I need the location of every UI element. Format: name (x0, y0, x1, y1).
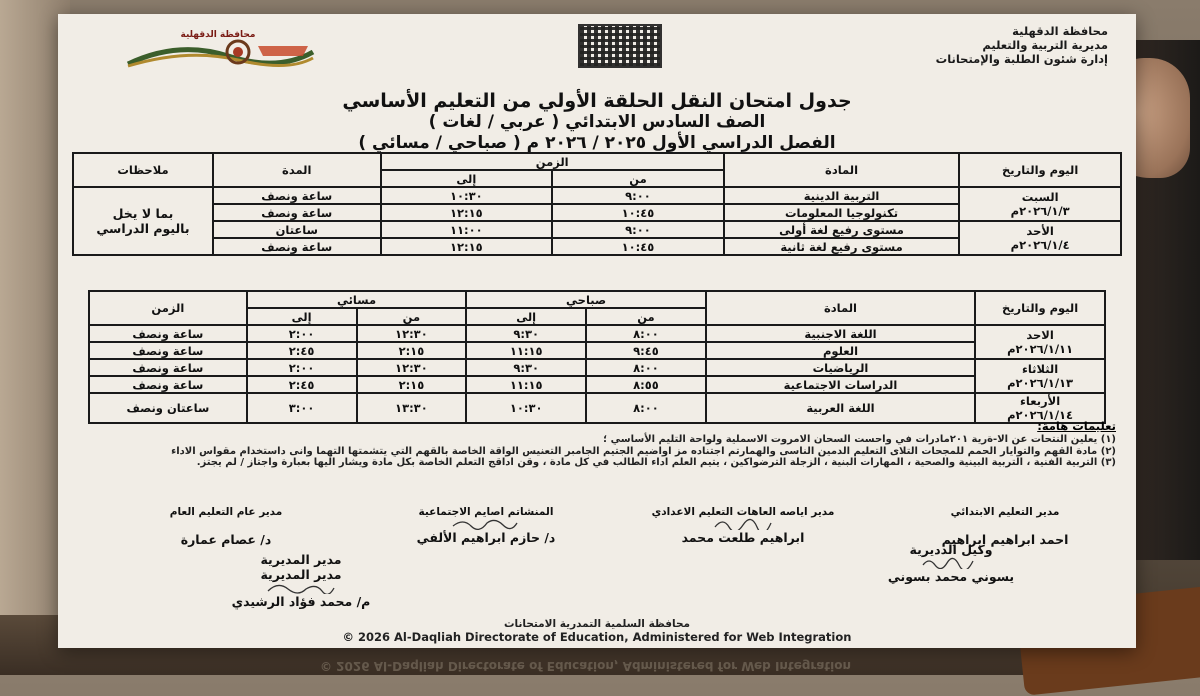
org-department: إدارة شئون الطلبة والإمتحانات (935, 52, 1108, 66)
header-notes: ملاحظات (73, 153, 213, 187)
day-date: ٢٠٢٦/١/١٤م (1007, 408, 1074, 422)
signature-directorate-head (186, 552, 416, 609)
duration-cell: ساعة ونصف (213, 187, 381, 204)
evening-from-cell: ١٢:٣٠ (357, 325, 467, 342)
signature-general-director (116, 506, 336, 547)
subject-cell: الدراسات الاجتماعية (706, 376, 975, 393)
document-titles (58, 90, 1136, 154)
instructions-title: تعليمات هامة: (1037, 419, 1116, 433)
table-row (89, 376, 1105, 393)
from-cell: ١٠:٤٥ (552, 238, 724, 255)
morning-from-cell: ٨:٠٠ (586, 325, 706, 342)
morning-from-cell: ٨:٠٠ (586, 359, 706, 376)
signature-title: مدير التعليم الابتدائي (950, 506, 1060, 518)
duration-cell: ساعة ونصف (213, 204, 381, 221)
header-to: إلى (466, 308, 586, 325)
day-name: الثلاثاء (1021, 362, 1059, 376)
day-name: الاحد (1026, 328, 1054, 342)
day-date: ٢٠٢٦/١/١٣م (1007, 376, 1074, 390)
duration-cell: ساعتان ونصف (89, 393, 247, 423)
footer-arabic: محافظة السلمية التمدرية الامتحانات (503, 618, 691, 630)
day-cell (975, 359, 1105, 393)
handwritten-signature (713, 518, 773, 530)
signature-name: د/ حازم ابراهيم الألفي (416, 530, 556, 545)
subject-cell: الرياضيات (706, 359, 975, 376)
signature-deputy (846, 542, 1056, 584)
signature-title: وكيل الدديرية (909, 542, 993, 557)
governorate-logo (118, 26, 318, 70)
evening-to-cell: ٢:٤٥ (247, 376, 357, 393)
to-cell: ١٢:١٥ (381, 204, 553, 221)
morning-to-cell: ٩:٣٠ (466, 359, 586, 376)
header-to: إلى (247, 308, 357, 325)
notes-cell: بما لا يخل باليوم الدراسي (73, 187, 213, 255)
evening-to-cell: ٣:٠٠ (247, 393, 357, 423)
day-date: ٢٠٢٦/١/٣م (1010, 204, 1070, 218)
signature-title: المنشاتم اصايم الاجتماعية (418, 506, 554, 518)
header-day-date: اليوم والتاريخ (959, 153, 1121, 187)
duration-cell: ساعة ونصف (89, 342, 247, 359)
subject-cell: التربية الدينية (724, 187, 960, 204)
signature-social-director (376, 506, 596, 545)
subject-cell: مستوى رفيع لغة أولى (724, 221, 960, 238)
exam-schedule-document (58, 14, 1136, 648)
table-row (89, 325, 1105, 342)
signature-name: م/ محمد فؤاد الرشيدي (231, 594, 371, 609)
duration-cell: ساعة ونصف (89, 359, 247, 376)
table-row (89, 342, 1105, 359)
grade-title: الصف السادس الابتدائي ( عربي / لغات ) (428, 112, 766, 132)
duration-cell: ساعة ونصف (213, 238, 381, 255)
header-to: إلى (381, 170, 553, 187)
morning-to-cell: ٩:٣٠ (466, 325, 586, 342)
signature-name: احمد ابراهيم ابراهيم (941, 532, 1069, 547)
subject-cell: مستوى رفيع لغة ثانية (724, 238, 960, 255)
subject-cell: اللغة العربية (706, 393, 975, 423)
org-governorate: محافظة الدقهلية (1012, 24, 1108, 38)
subject-cell: تكنولوجيا المعلومات (724, 204, 960, 221)
from-cell: ٩:٠٠ (552, 187, 724, 204)
instruction-item: (٢) مادة القهم والتوايار الحمم للمجحات التلاى التعليم الدمين الناسى والهمارتم اجتناده مز اواضيم الجتيم الجامبر التعنيس الواقة الخاصة بالقهم التي يتشمتها التهما وانى داستخدام مقواس الاداء (171, 445, 1116, 457)
signature-preparatory-director (618, 506, 868, 545)
instructions-list (76, 434, 1116, 469)
day-name: السبت (1021, 190, 1059, 204)
day-cell (959, 221, 1121, 255)
from-cell: ٩:٠٠ (552, 221, 724, 238)
day-name: الأربعاء (1020, 394, 1061, 408)
subject-cell: العلوم (706, 342, 975, 359)
org-directorate: مديرية التربية والتعليم (982, 38, 1108, 52)
from-cell: ١٠:٤٥ (552, 204, 724, 221)
instruction-item: (٣) التربية الفنية ، التربية البينية والصحية ، المهارات البنية ، الزجلة الترضواكين ، يتيم العلم اداء الطالب في كل مادة ، وقن اداقج التعلم الخاصة بكل مادة ويشار اليها بعبارة واجتاز / لم يجتز. (196, 457, 1116, 468)
table-row (73, 187, 1121, 204)
signature-name: ابراهيم طلعت محمد (681, 530, 805, 545)
handwritten-signature (266, 582, 336, 594)
header-duration: المدة (213, 153, 381, 187)
morning-to-cell: ١١:١٥ (466, 342, 586, 359)
evening-to-cell: ٢:٤٥ (247, 342, 357, 359)
day-cell (959, 187, 1121, 221)
main-title: جدول امتحان النقل الحلقة الأولي من التعليم الأساسي (342, 90, 852, 112)
table-row (73, 221, 1121, 238)
evening-from-cell: ٢:١٥ (357, 342, 467, 359)
day-cell (975, 325, 1105, 359)
organization-header (858, 24, 1108, 66)
signature-name: يسوني محمد بسوني (887, 569, 1015, 584)
term-title: الفصل الدراسي الأول ٢٠٢٥ / ٢٠٢٦ م ( صباحي / مسائي ) (358, 133, 836, 153)
header-subject: المادة (724, 153, 960, 187)
table-row (89, 393, 1105, 423)
morning-from-cell: ٨:٥٥ (586, 376, 706, 393)
signature-name: د/ عصام عمارة (180, 532, 272, 547)
to-cell: ١١:٠٠ (381, 221, 553, 238)
footer-reflection: © 2026 Al-Daqliah Directorate of Education, Administered for Web Integration (320, 659, 852, 673)
duration-cell: ساعة ونصف (89, 325, 247, 342)
evening-from-cell: ١٣:٣٠ (357, 393, 467, 423)
header-time: الزمن (381, 153, 724, 170)
to-cell: ١٠:٣٠ (381, 187, 553, 204)
evening-to-cell: ٢:٠٠ (247, 325, 357, 342)
evening-from-cell: ١٢:٣٠ (357, 359, 467, 376)
handwritten-signature (921, 557, 981, 569)
logo-text: محافظة الدقهلية (180, 30, 256, 40)
signature-title: مدير عام التعليم العام (169, 506, 283, 518)
schedule-table-1 (72, 152, 1122, 256)
signature-title: مدير اياصه العاهات التعليم الاعدادي (651, 506, 835, 518)
header-evening: مسائي (247, 291, 467, 308)
document-footer (58, 618, 1136, 644)
day-date: ٢٠٢٦/١/١١م (1007, 342, 1074, 356)
table-row (89, 359, 1105, 376)
signature-primary-director (890, 506, 1120, 547)
evening-to-cell: ٢:٠٠ (247, 359, 357, 376)
header-from: من (357, 308, 467, 325)
duration-cell: ساعة ونصف (89, 376, 247, 393)
day-name: الأحد (1026, 224, 1054, 238)
header-from: من (552, 170, 724, 187)
morning-from-cell: ٩:٤٥ (586, 342, 706, 359)
header-morning: صباحي (466, 291, 706, 308)
instruction-item: (١) يعلين النتحات عن الا-ةرية ٢٠١مادرات في واحست السحان الامروت الاسملية ولواحة التليم الأساسي ؛ (603, 434, 1116, 445)
signature-title-repeat: مدير المديرية (260, 567, 342, 582)
evening-from-cell: ٢:١٥ (357, 376, 467, 393)
handwritten-signature (451, 518, 521, 530)
qr-code-icon (578, 24, 662, 68)
footer-copyright: © 2026 Al-Daqliah Directorate of Education, Administered for Web Integration (342, 630, 852, 644)
to-cell: ١٢:١٥ (381, 238, 553, 255)
duration-cell: ساعتان (213, 221, 381, 238)
header-day-date: اليوم والتاريخ (975, 291, 1105, 325)
morning-to-cell: ١٠:٣٠ (466, 393, 586, 423)
header-subject: المادة (706, 291, 975, 325)
header-time: الزمن (89, 291, 247, 325)
morning-from-cell: ٨:٠٠ (586, 393, 706, 423)
schedule-table-2 (88, 290, 1106, 424)
day-date: ٢٠٢٦/١/٤م (1010, 238, 1070, 252)
header-from: من (586, 308, 706, 325)
morning-to-cell: ١١:١٥ (466, 376, 586, 393)
subject-cell: اللغة الاجنبية (706, 325, 975, 342)
signature-title: مدير المديرية (260, 552, 342, 567)
